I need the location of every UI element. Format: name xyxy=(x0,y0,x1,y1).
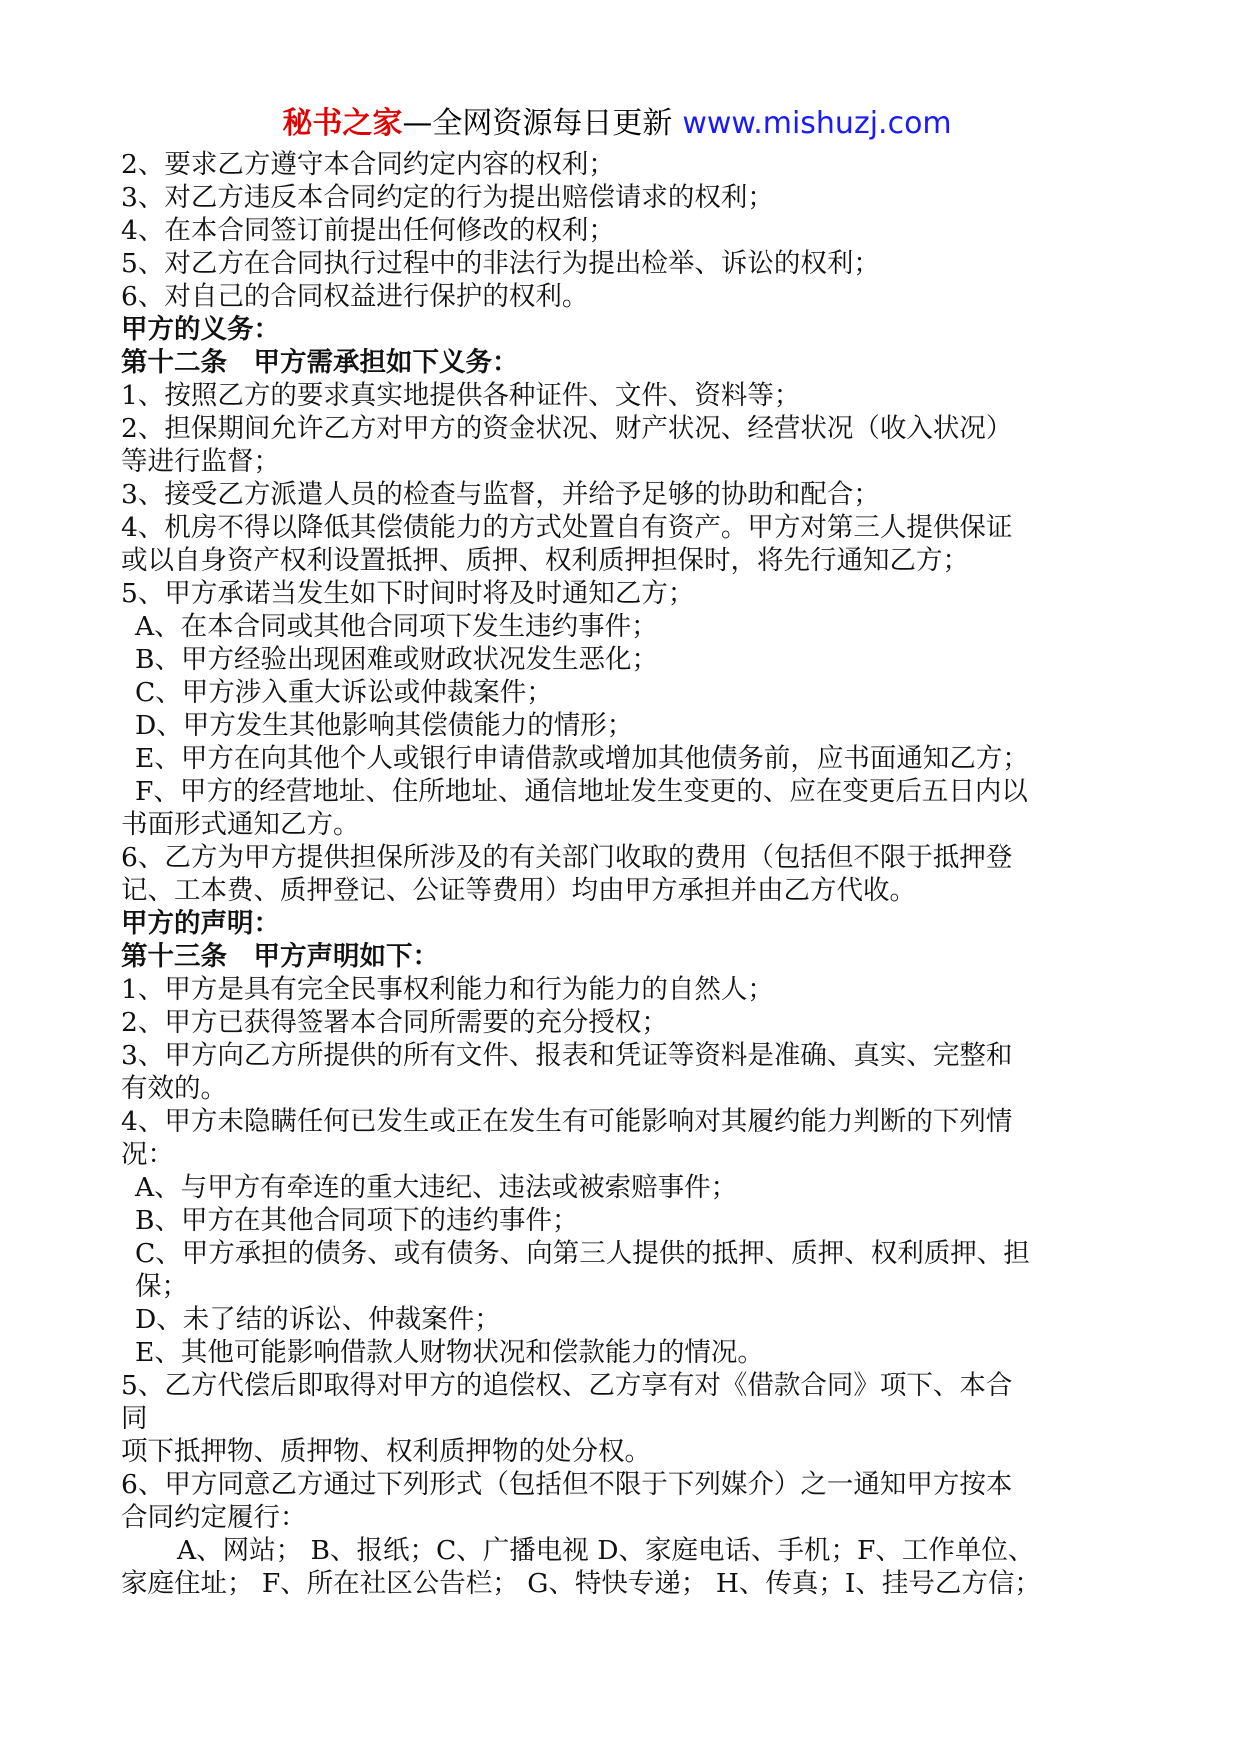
text-line: 况： xyxy=(121,1139,174,1170)
site-url-link[interactable]: www.mishuzj.com xyxy=(682,106,952,141)
text-line: 5、对乙方在合同执行过程中的非法行为提出检举、诉讼的权利； xyxy=(121,248,880,279)
text-line: E、甲方在向其他个人或银行申请借款或增加其他债务前，应书面通知乙方； xyxy=(135,743,1029,774)
brand-name: 秘书之家 xyxy=(282,106,403,141)
text-line: E、其他可能影响借款人财物状况和偿款能力的情况。 xyxy=(135,1337,764,1368)
text-line: 1、甲方是具有完全民事权利能力和行为能力的自然人； xyxy=(121,974,774,1005)
text-line: 2、担保期间允许乙方对甲方的资金状况、财产状况、经营状况（收入状况） xyxy=(121,413,1013,444)
text-line: A、与甲方有牵连的重大违纪、违法或被索赔事件； xyxy=(135,1172,738,1203)
text-line: 记、工本费、质押登记、公证等费用）均由甲方承担并由乙方代收。 xyxy=(121,875,916,906)
section-heading: 第十二条 甲方需承担如下义务： xyxy=(121,347,519,378)
text-line: 6、甲方同意乙方通过下列形式（包括但不限于下列媒介）之一通知甲方按本 xyxy=(121,1469,1013,1500)
text-line: 2、要求乙方遵守本合同约定内容的权利； xyxy=(121,149,615,180)
text-line: A、网站； B、报纸；C、广播电视 D、家庭电话、手机；F、工作单位、 xyxy=(177,1535,1035,1566)
text-line: 4、在本合同签订前提出任何修改的权利； xyxy=(121,215,615,246)
text-line: D、未了结的诉讼、仲裁案件； xyxy=(135,1304,501,1335)
site-header xyxy=(0,104,1234,144)
text-line: 家庭住址； F、所在社区公告栏； G、特快专递； H、传真；I、挂号乙方信； xyxy=(121,1568,1041,1599)
header-slogan: —全网资源每日更新 xyxy=(402,106,673,141)
text-line: D、甲方发生其他影响其偿债能力的情形； xyxy=(135,710,634,741)
document-body xyxy=(121,148,1119,1600)
text-line: 同 xyxy=(121,1403,148,1434)
text-line: 6、对自己的合同权益进行保护的权利。 xyxy=(121,281,589,312)
text-line: 4、机房不得以降低其偿债能力的方式处置自有资产。甲方对第三人提供保证 xyxy=(121,512,1013,543)
text-line: 3、接受乙方派遣人员的检查与监督，并给予足够的协助和配合； xyxy=(121,479,880,510)
text-line: 4、甲方未隐瞒任何已发生或正在发生有可能影响对其履约能力判断的下列情 xyxy=(121,1106,1013,1137)
text-line: 书面形式通知乙方。 xyxy=(121,809,360,840)
section-heading: 甲方的义务： xyxy=(121,314,280,345)
text-line: 6、乙方为甲方提供担保所涉及的有关部门收取的费用（包括但不限于抵押登 xyxy=(121,842,1013,873)
text-line: 3、对乙方违反本合同约定的行为提出赔偿请求的权利； xyxy=(121,182,774,213)
text-line: 3、甲方向乙方所提供的所有文件、报表和凭证等资料是准确、真实、完整和 xyxy=(121,1040,1013,1071)
section-heading: 第十三条 甲方声明如下： xyxy=(121,941,439,972)
text-line: 1、按照乙方的要求真实地提供各种证件、文件、资料等； xyxy=(121,380,801,411)
text-line: B、甲方在其他合同项下的违约事件； xyxy=(135,1205,579,1236)
text-line: 等进行监督； xyxy=(121,446,280,477)
text-line: 项下抵押物、质押物、权利质押物的处分权。 xyxy=(121,1436,651,1467)
text-line: C、甲方涉入重大诉讼或仲裁案件； xyxy=(135,677,553,708)
text-line: A、在本合同或其他合同项下发生违约事件； xyxy=(135,611,658,642)
section-heading: 甲方的声明： xyxy=(121,908,280,939)
text-line: 保； xyxy=(135,1271,188,1302)
text-line: 合同约定履行： xyxy=(121,1502,307,1533)
text-line: C、甲方承担的债务、或有债务、向第三人提供的抵押、质押、权利质押、担 xyxy=(135,1238,1030,1269)
text-line: 5、乙方代偿后即取得对甲方的追偿权、乙方享有对《借款合同》项下、本合 xyxy=(121,1370,1013,1401)
text-line: 5、甲方承诺当发生如下时间时将及时通知乙方； xyxy=(121,578,695,609)
text-line: 或以自身资产权利设置抵押、质押、权利质押担保时，将先行通知乙方； xyxy=(121,545,969,576)
text-line: F、甲方的经营地址、住所地址、通信地址发生变更的、应在变更后五日内以 xyxy=(135,776,1028,807)
text-line: 2、甲方已获得签署本合同所需要的充分授权； xyxy=(121,1007,668,1038)
text-line: 有效的。 xyxy=(121,1073,227,1104)
text-line: B、甲方经验出现困难或财政状况发生恶化； xyxy=(135,644,658,675)
